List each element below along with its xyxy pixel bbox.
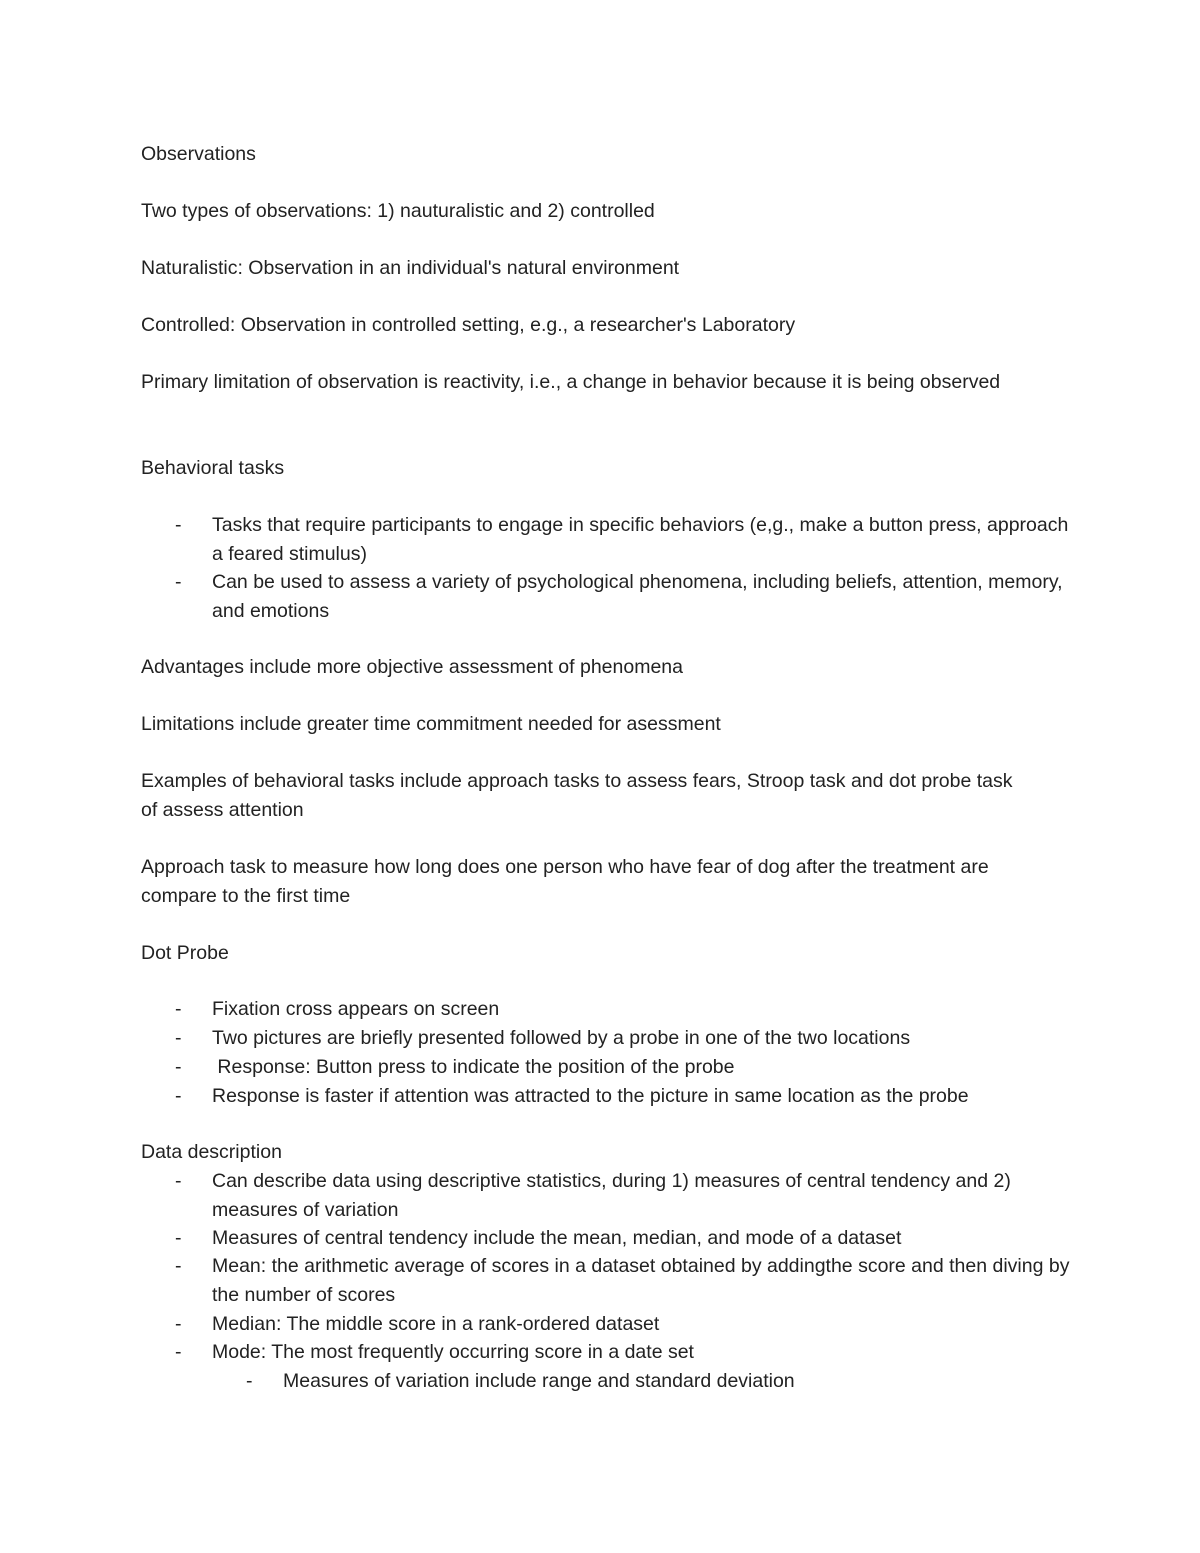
heading-behavioral-tasks: Behavioral tasks (141, 457, 285, 479)
list-item (141, 1310, 1081, 1339)
list-item-text: Two pictures are briefly presented followed by a probe in one of the two locations (212, 1027, 911, 1049)
heading-observations: Observations (141, 143, 256, 165)
paragraph-two-types: Two types of observations: 1) nauturalistic and 2) controlled (141, 200, 655, 222)
bullet-dash: - (175, 998, 182, 1020)
list-item-text: Median: The middle score in a rank-ordered dataset (212, 1313, 660, 1335)
list-item (141, 1167, 1081, 1224)
bullet-dash: - (175, 1341, 182, 1363)
list-item-text: Measures of central tendency include the mean, median, and mode of a dataset (212, 1227, 902, 1249)
heading-data-description: Data description (141, 1141, 282, 1163)
list-item-text: Can describe data using descriptive statistics, during 1) measures of central tendency and 2) measures of variation (212, 1170, 1011, 1221)
bullet-dash: - (175, 1170, 182, 1192)
list-item (141, 995, 1081, 1024)
bullet-dash: - (175, 571, 182, 593)
bullet-dash: - (175, 514, 182, 536)
bullet-dash: - (175, 1255, 182, 1277)
bullet-dash: - (175, 1085, 182, 1107)
list-item-text: Can be used to assess a variety of psychological phenomena, including beliefs, attention, memory, and emotions (212, 571, 1063, 622)
list-item-text: Mode: The most frequently occurring score in a date set (212, 1341, 694, 1363)
bullet-dash: - (175, 1056, 182, 1078)
list-item-text: Tasks that require participants to engage in specific behaviors (e,g., make a button press, approach a feared stimulus) (212, 514, 1069, 565)
list-item (141, 511, 1081, 568)
list-item-text: Response: Button press to indicate the position of the probe (212, 1056, 735, 1078)
list-item (141, 568, 1081, 625)
heading-dot-probe: Dot Probe (141, 942, 229, 964)
paragraph-controlled: Controlled: Observation in controlled setting, e.g., a researcher's Laboratory (141, 314, 796, 336)
list-item (141, 1224, 1081, 1253)
bullet-dash: - (175, 1313, 182, 1335)
list-item (141, 1338, 1081, 1367)
sub-list-item (141, 1367, 1081, 1396)
paragraph-approach: Approach task to measure how long does one person who have fear of dog after the treatment are compare to the first time (141, 856, 989, 907)
list-item (141, 1053, 1081, 1082)
bullet-dash: - (175, 1227, 182, 1249)
paragraph-naturalistic: Naturalistic: Observation in an individual's natural environment (141, 257, 680, 279)
bullet-dash: - (246, 1370, 253, 1392)
paragraph-primary-limitation: Primary limitation of observation is reactivity, i.e., a change in behavior because it is being observed (141, 371, 1001, 393)
list-item-text: Response is faster if attention was attracted to the picture in same location as the probe (212, 1085, 969, 1107)
list-item-text: Fixation cross appears on screen (212, 998, 500, 1020)
list-item-text: Mean: the arithmetic average of scores in a dataset obtained by addingthe score and then diving by the number of scores (212, 1255, 1070, 1306)
bullet-dash: - (175, 1027, 182, 1049)
list-item (141, 1024, 1081, 1053)
list-item (141, 1082, 1081, 1111)
paragraph-examples: Examples of behavioral tasks include approach tasks to assess fears, Stroop task and dot probe task of assess attention (141, 770, 1013, 821)
list-item (141, 1252, 1081, 1309)
paragraph-advantages: Advantages include more objective assessment of phenomena (141, 656, 683, 678)
paragraph-limitations: Limitations include greater time commitment needed for asessment (141, 713, 721, 735)
list-item-text: Measures of variation include range and standard deviation (283, 1370, 795, 1392)
